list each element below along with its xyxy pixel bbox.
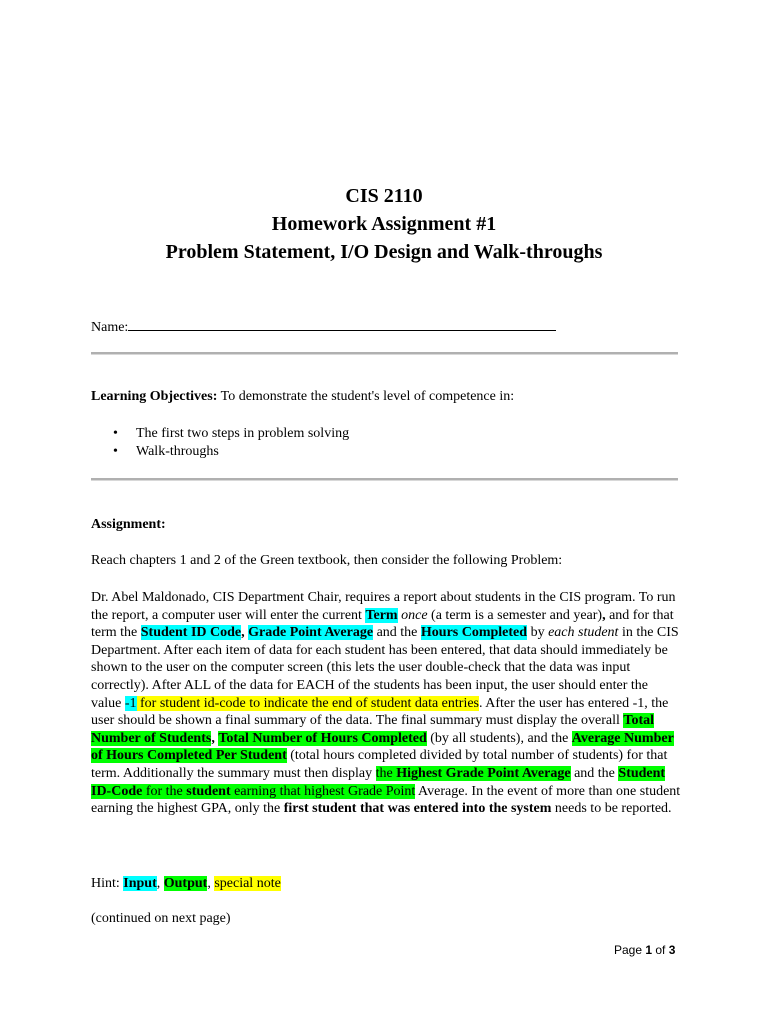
objectives-label: Learning Objectives: <box>91 389 218 404</box>
highlight-input-hours: Hours Completed <box>420 625 528 641</box>
continued-note: (continued on next page) <box>91 911 231 926</box>
learning-objectives <box>91 389 514 405</box>
divider-top <box>91 352 678 355</box>
list-item: • Walk-throughs <box>113 444 219 459</box>
name-blank-line <box>128 317 556 331</box>
current-page: 1 <box>645 943 653 957</box>
highlight-output-total-students: Total Number of Students <box>91 713 655 746</box>
objectives-list <box>91 425 349 461</box>
highlight-input-gpa: Grade Point Average <box>248 625 374 641</box>
hint-legend: Hint: Input, Output, special note <box>91 876 281 891</box>
highlight-input-student-id: Student ID Code <box>140 625 242 641</box>
total-pages: 3 <box>668 943 676 957</box>
name-label: Name: <box>91 320 129 335</box>
list-item: • The first two steps in problem solving <box>113 426 350 441</box>
document-title <box>0 182 768 266</box>
highlight-input-term: Term <box>365 607 398 623</box>
highlight-special-note: for student id-code to indicate the end of student data entries <box>136 695 480 711</box>
name-field <box>91 317 556 336</box>
objectives-text: To demonstrate the student's level of competence in: <box>217 389 515 404</box>
assignment-title: Homework Assignment #1 <box>271 213 497 235</box>
assignment-subtitle: Problem Statement, I/O Design and Walk-throughs <box>165 241 603 263</box>
highlight-input-sentinel: -1 <box>124 695 137 711</box>
divider-bottom <box>91 478 678 481</box>
bullet-icon: • <box>113 426 118 441</box>
legend-special-note: special note <box>214 876 281 891</box>
highlight-output-average-hours: Average Number of Hours Completed Per Student <box>91 730 674 764</box>
legend-output: Output <box>163 876 208 891</box>
highlight-output-highest-gpa: Highest Grade Point Average <box>396 765 571 781</box>
highlight-output-total-hours: Total Number of Hours Completed <box>218 730 427 746</box>
reading-instructions: Reach chapters 1 and 2 of the Green textbook, then consider the following Problem: <box>91 553 563 568</box>
legend-input: Input <box>123 876 157 891</box>
bullet-icon: • <box>113 444 118 459</box>
first-student-emphasis: first student that was entered into the system <box>283 801 552 817</box>
course-code: CIS 2110 <box>345 185 423 207</box>
assignment-heading: Assignment: <box>91 517 166 532</box>
problem-statement: Dr. Abel Maldonado, CIS Department Chair, requires a report about students in the CIS program. To run the report, a computer user will enter the current Term once (a term is a semester and year), and for that term the Student ID Code, Grade Point Average and the Hours Completed by each student in the CIS Department. After each item of data for each student has been entered, that data should immediately be shown to the user on the computer screen (this lets the user double-check that the data was input correctly). After ALL of the data for EACH of the students has been input, the user should enter the value -1 for student id-code to indicate the end of student data entries. After the user has entered -1, the user should be shown a final summary of the data. The final summary must display the overall Total Number of Students, Total Number of Hours Completed (by all students), and the Average Number of Hours Completed Per Student (total hours completed divided by total number of students) for that term. Additionally the summary must then display the Highest Grade Point Average and the Student ID-Code for the student earning that highest Grade Point Average. In the event of more than one student earning the highest GPA, only the first student that was entered into the system needs to be reported. <box>91 590 681 817</box>
highlight-output-student-id: Student ID-Code <box>91 765 666 799</box>
page-number: Page 1 of 3 <box>614 943 676 957</box>
